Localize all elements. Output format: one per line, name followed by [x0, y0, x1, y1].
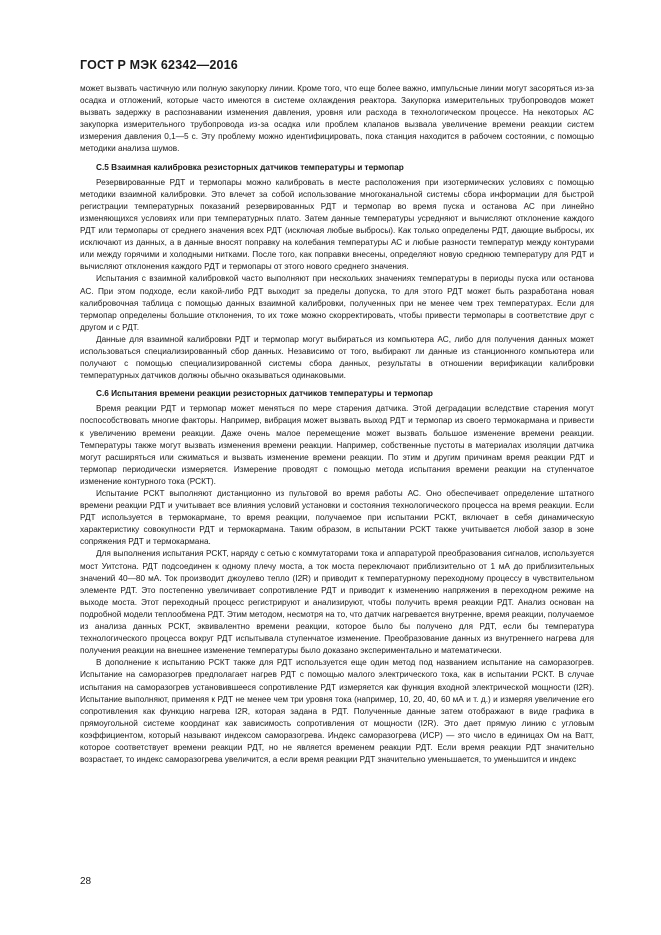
section-c5-paragraph-2: Испытания с взаимной калибровкой часто выполняют при нескольких значениях температуры в периоды пуска или останова АС. При этом подходе, если какой-либо РДТ выходит за пределы допуска, то для этого РДТ может быть разработана новая калибровочная таблица с помощью данных взаимной калибровки, полученных при не менее чем трех температурах. Если для термопар определены большие отклонения, то их тоже можно скорректировать, чтобы привести термопары в соответствие друг с другом и с РДТ. [80, 274, 594, 332]
section-c6-heading: С.6 Испытания времени реакции резисторных датчиков температуры и термопар [96, 389, 433, 399]
section-c5-paragraph-1: Резервированные РДТ и термопары можно калибровать в месте расположения при изотермических условиях с помощью методики взаимной калибровки. Это влечет за собой использование многоканальной системы сбора информации для быстрой регистрации температурных показаний резервированных РДТ и термопар во время пуска и останова АС при линейно изменяющихся условиях или при температурных плато. Затем данные температуры усредняют и вычисляют отклонение каждого РДТ или термопары от среднего значения всех РДТ (исключая любые выбросы). Как только определены РДТ, дающие выбросы, их исключают из данных, а в данные вносят поправку на колебания температуры АС и любые разности температур между контурами или между горячими и холодными нитками. После того, как поправки внесены, определяют новую среднюю температуру для РДТ и вычисляют отклонения каждого РДТ и термопары от этого нового среднего значения. [80, 177, 594, 272]
section-c6-paragraph-2: Испытание РСКТ выполняют дистанционно из пультовой во время работы АС. Оно обеспечивает определение штатного времени реакции РДТ и учитывает все влияния условий установки и состояния технологического процесса на время реакции. Если РДТ используется в термокармане, то время реакции, получаемое при испытании РСКТ, включает в себя динамическую характеристику совокупности РДТ и термокармана. Таким образом, в испытании РСКТ также учитывается любой зазор в зоне сопряжения РДТ и термокармана. [80, 489, 594, 547]
section-c5-heading: С.5 Взаимная калибровка резисторных датчиков температуры и термопар [96, 162, 404, 172]
section-c6-paragraph-3: Для выполнения испытания РСКТ, наряду с сетью с коммутаторами тока и аппаратурой преобразования сигналов, используется мост Уитстона. РДТ подсоединен к одному плечу моста, а ток моста переключают приблизительно от 1 мА до приблизительных значений 40—80 мА. Ток производит джоулево тепло (I2R) и приводит к температурному переходному процессу в чувствительном элементе РДТ. Это постепенно увеличивает сопротивление РДТ и приводит к изменению напряжения в переходном режиме на выходе моста. Этот переходный процесс регистрируют и анализируют, чтобы получить время реакции РДТ. Анализ основан на подробной модели теплообмена РДТ. Этим методом, несмотря на то, что датчик нагревается внутренне, время реакции, получаемое из анализа данных РСКТ, эквивалентно времени реакции, которое было бы получено для РДТ, если бы температура технологического процесса вокруг РДТ испытывала ступенчатое изменение. Преобразование данных из внутреннего нагрева для получения реакции на внешнее изменение температуры было доказано экспериментально и математически. [80, 549, 594, 656]
document-header: ГОСТ Р МЭК 62342—2016 [80, 58, 238, 72]
page-number: 28 [80, 876, 92, 887]
page-body [80, 83, 594, 766]
intro-paragraph: может вызвать частичную или полную закупорку линии. Кроме того, что еще более важно, импульсные линии могут засоряться из-за осадка и отложений, которые часто имеются в системе охлаждения реактора. Закупорка измерительных трубопроводов может вызвать задержку в распознавании изменения давления, уровня или расхода в технологическом процессе. На некоторых АС закупорка измерительного трубопровода из-за осадка или проблем клапанов вызвала увеличение времени реакции систем измерения давления 0,1—5 с. Эту проблему можно идентифицировать, пока станция находится в рабочем состоянии, с помощью методики анализа шумов. [80, 84, 594, 154]
section-c5-paragraph-3: Данные для взаимной калибровки РДТ и термопар могут выбираться из компьютера АС, либо для получения данных может использоваться специализированный сбор данных. Независимо от того, выбирают ли данные из станционного компьютера или получают с помощью специализированной системы сбора данных, результаты в отношении верификации калибровки температурных датчиков должны обычно оказываться одинаковыми. [80, 334, 594, 381]
section-c6-paragraph-1: Время реакции РДТ и термопар может меняться по мере старения датчика. Этой деградации вследствие старения могут поспособствовать многие факторы. Например, вибрация может вызвать выход РДТ и термопар из своего термокармана и привести к увеличению времени реакции. Даже очень малое перемещение может вызвать большое изменение времени реакции. Температуры также могут вызвать изменения времени реакции. Например, собственные пустоты в материалах изоляции датчика могут расширяться или сжиматься и вызвать изменение времени реакции. По этим и другим причинам время реакции РДТ и термопар периодически измеряется. Измерение проводят с помощью метода испытания времени реакции на ступенчатое изменение контурного тока (РСКТ). [80, 404, 594, 486]
section-c6-paragraph-4: В дополнение к испытанию РСКТ также для РДТ используется еще один метод под названием испытание на саморазогрев. Испытание на саморазогрев предполагает нагрев РДТ с помощью малого электрического тока, как в испытании РСКТ. В случае испытания на саморазогрев установившееся сопротивление РДТ измеряется как функция входной электрической мощности (I2R). Испытание выполняют, применяя к РДТ не менее чем три уровня тока (например, 10, 20, 40, 60 мА и т. д.) и измеряя увеличение его сопротивления как функцию нагрева I2R, которая задана в РДТ. Полученные данные затем отображают в виде графика в прямоугольной системе координат как зависимость сопротивления от мощности (I2R). Это дает прямую линию с угловым коэффициентом, который называют индексом саморазогрева. Индекс саморазогрева (ИСР) — это число в единицах Ом на Ватт, которое соответствует времени реакции РДТ, но не является временем реакции РДТ. Если время реакции РДТ значительно возрастает, то индекс саморазогрева увеличится, а если время реакции РДТ значительно уменьшается, то уменьшится и индекс [80, 658, 594, 765]
